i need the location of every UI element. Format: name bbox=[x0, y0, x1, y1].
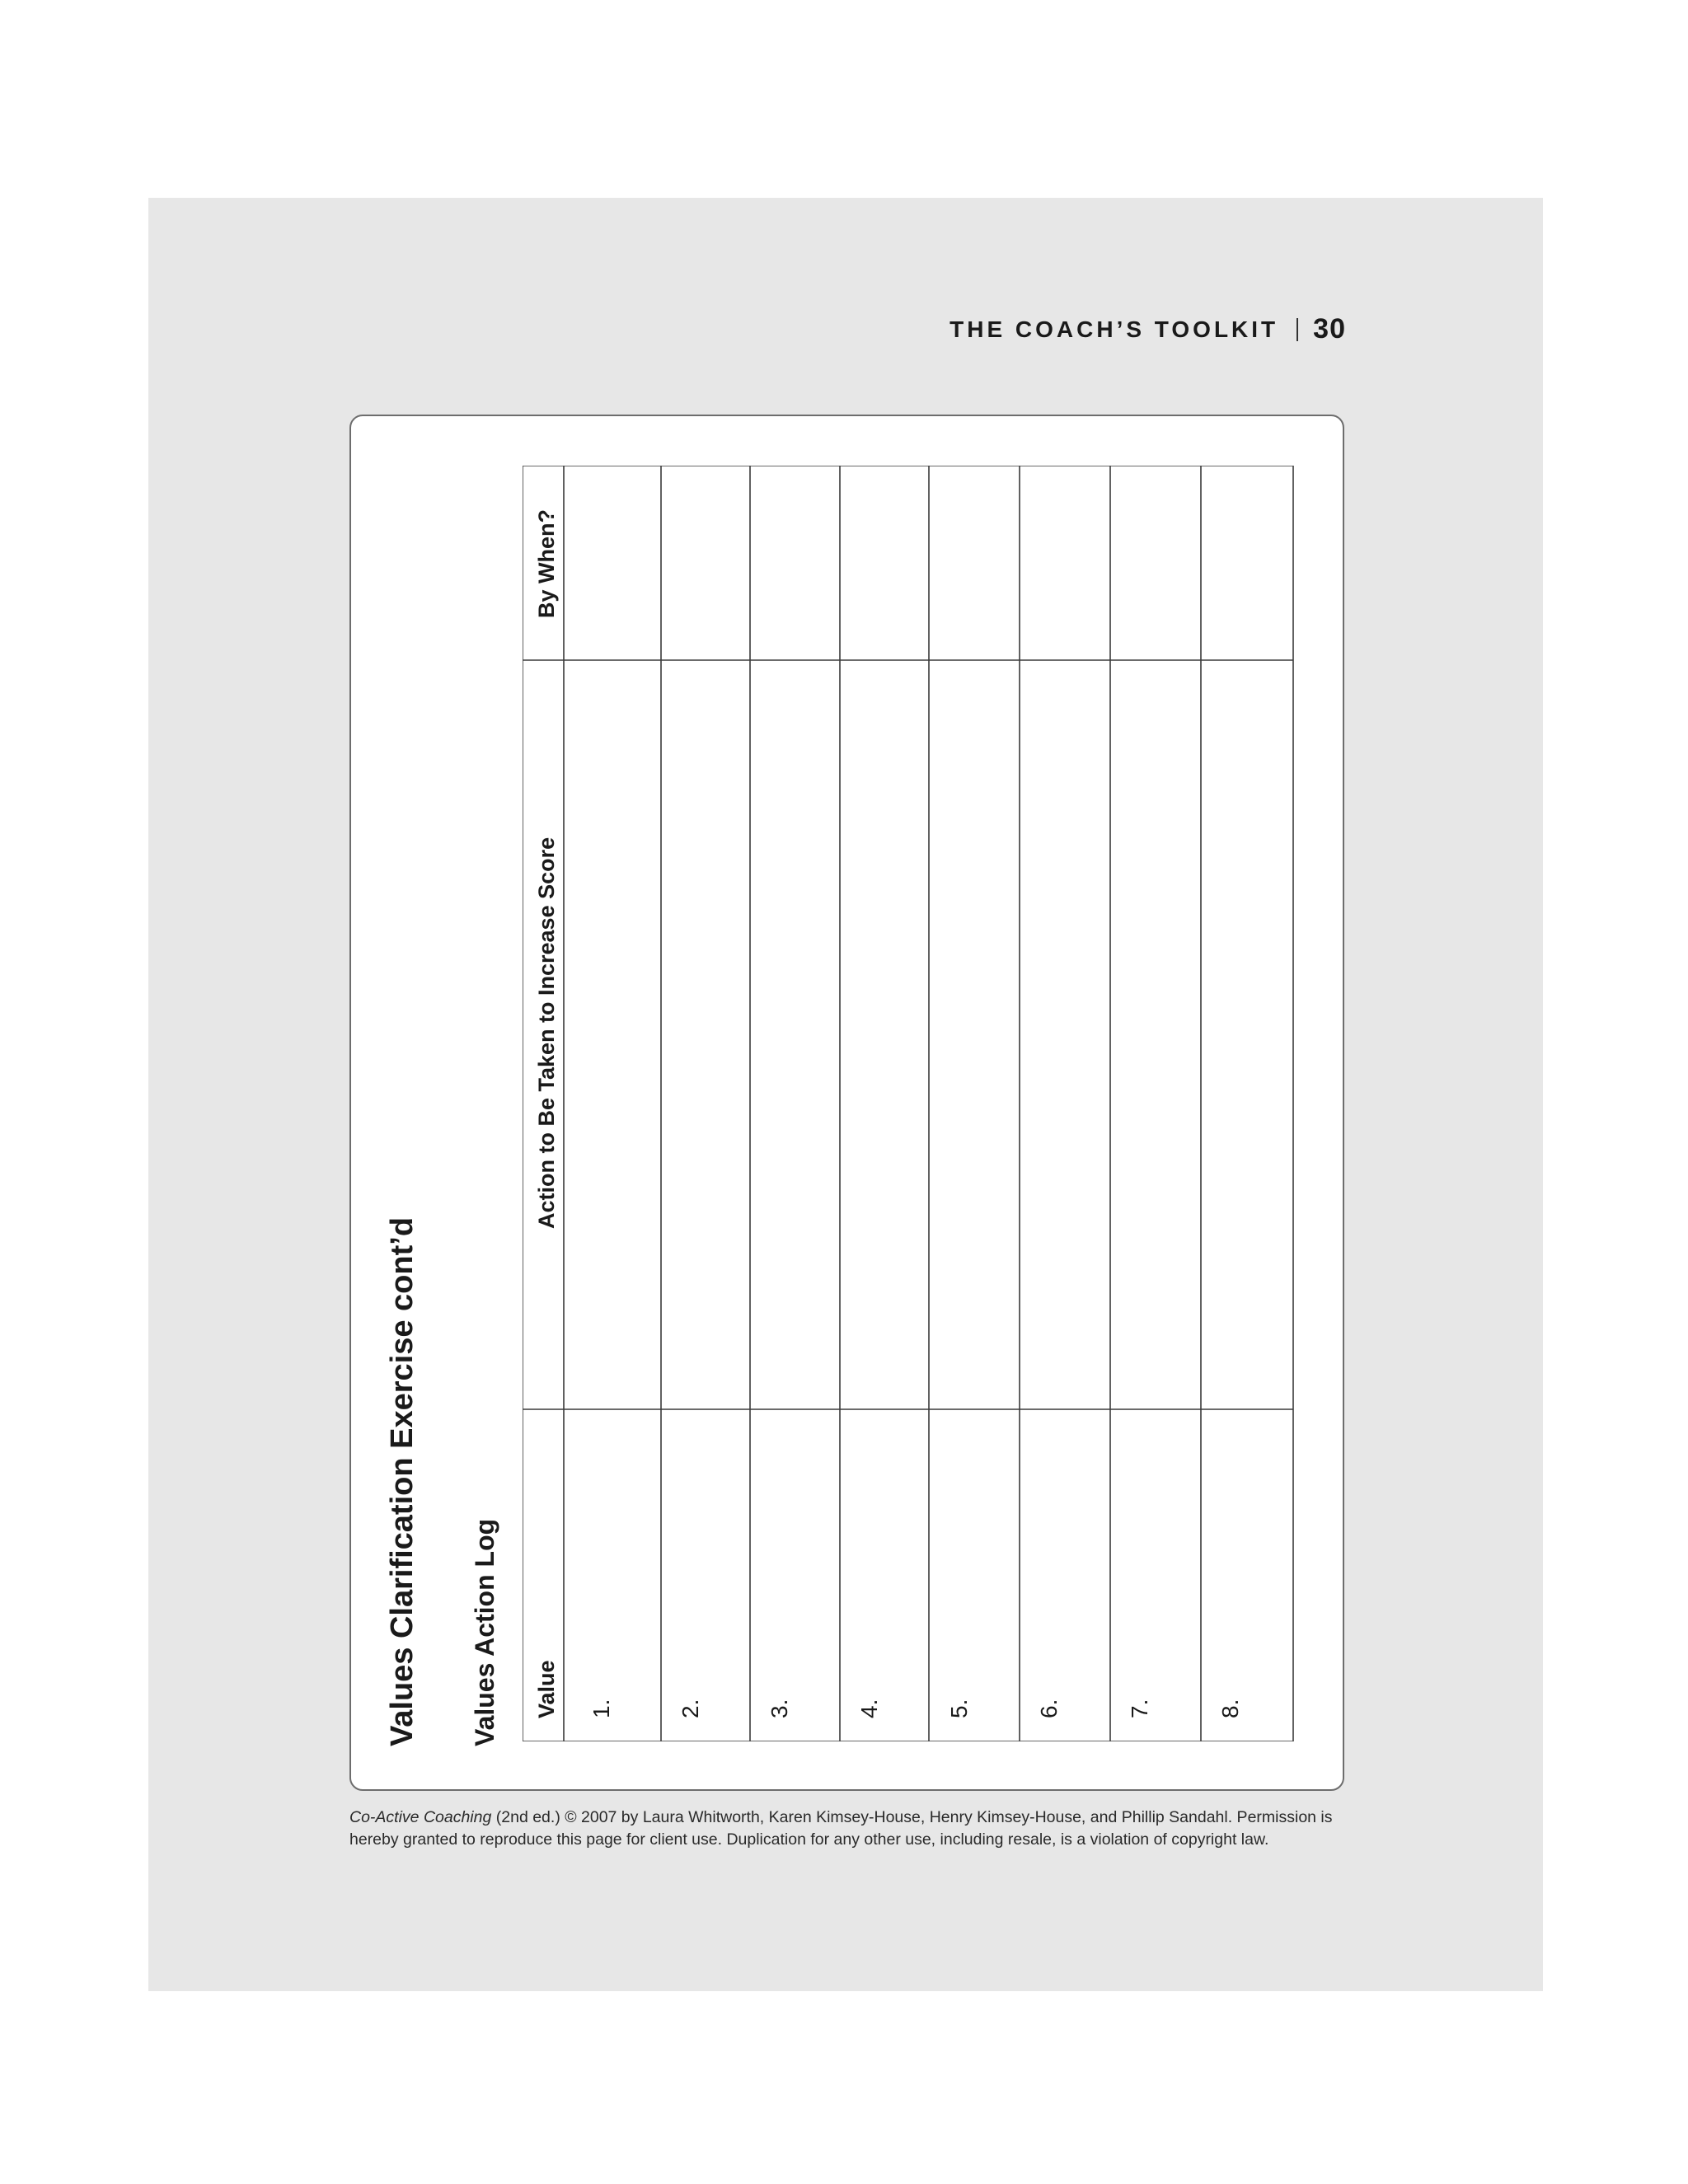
copyright-footer bbox=[349, 1807, 1355, 1851]
row-number-3: 3. bbox=[767, 1699, 792, 1718]
worksheet-title: Values Clarification Exercise cont’d bbox=[385, 1216, 420, 1746]
column-header-action: Action to Be Taken to Increase Score bbox=[534, 837, 559, 1229]
table-grid bbox=[523, 466, 1295, 1741]
row-number-4: 4. bbox=[856, 1699, 882, 1718]
column-header-by-when: By When? bbox=[534, 509, 559, 618]
section-title: THE COACH’S TOOLKIT bbox=[950, 316, 1279, 342]
row-number-6: 6. bbox=[1036, 1699, 1062, 1718]
book-title: Co-Active Coaching bbox=[349, 1808, 492, 1826]
citation-text: (2nd ed.) © 2007 by Laura Whitworth, Karen Kimsey-House, Henry Kimsey-House, and Phillip Sandahl. Permission is hereby granted to reproduce this page for client use. Duplication for any other use, including resale, is a violation of copyright law. bbox=[349, 1808, 1333, 1849]
row-number-2: 2. bbox=[678, 1699, 703, 1718]
row-number-7: 7. bbox=[1127, 1699, 1152, 1718]
worksheet-subtitle: Values Action Log bbox=[470, 1518, 499, 1746]
page-number: 30 bbox=[1313, 313, 1346, 344]
row-number-1: 1. bbox=[588, 1699, 614, 1718]
row-number-8: 8. bbox=[1217, 1699, 1243, 1718]
row-number-5: 5. bbox=[946, 1699, 972, 1718]
running-header bbox=[950, 313, 1346, 345]
column-header-value: Value bbox=[534, 1660, 559, 1718]
values-action-log-table bbox=[523, 466, 1295, 1741]
header-separator bbox=[1296, 318, 1298, 341]
